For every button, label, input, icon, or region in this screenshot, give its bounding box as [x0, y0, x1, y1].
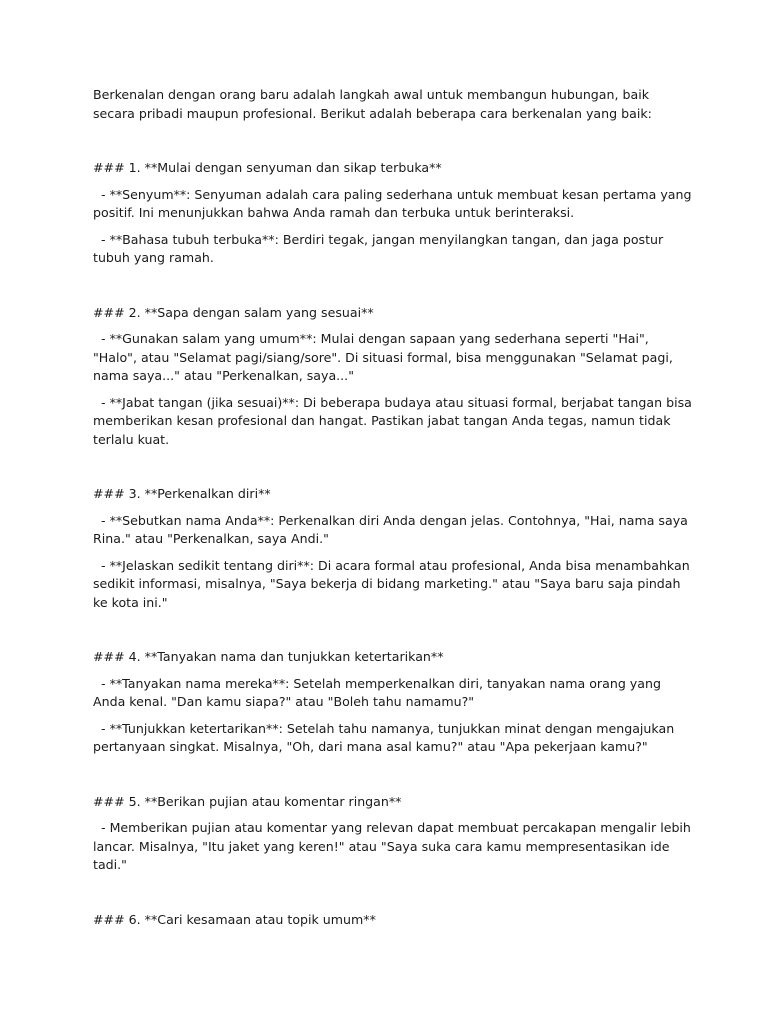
bullet-item: - Memberikan pujian atau komentar yang relevan dapat membuat percakapan mengalir lebih lancar. Misalnya, "Itu jaket yang keren!" atau "Saya suka cara kamu mempresentasikan ide tadi." — [93, 820, 695, 872]
section-5 — [93, 793, 693, 875]
section-heading: ### 5. **Berikan pujian atau komentar ringan** — [93, 793, 402, 809]
section-4 — [93, 648, 693, 757]
section-heading: ### 3. **Perkenalkan diri** — [93, 486, 271, 501]
intro-paragraph: Berkenalan dengan orang baru adalah langkah awal untuk membangun hubungan, baik secara pribadi maupun profesional. Berikut adalah beberapa cara berkenalan yang baik: — [93, 87, 652, 121]
section-heading: ### 4. **Tanyakan nama dan tunjukkan ketertarikan** — [93, 649, 444, 664]
bullet-item: - **Jabat tangan (jika sesuai)**: Di beberapa budaya atau situasi formal, berjabat tangan bisa memberikan kesan profesional dan hangat. Pastikan jabat tangan Anda tegas, namun tidak terlalu kuat. — [93, 394, 696, 447]
section-heading: ### 2. **Sapa dengan salam yang sesuai** — [93, 304, 374, 320]
document-page — [93, 86, 696, 929]
bullet-item: - **Tanyakan nama mereka**: Setelah memperkenalkan diri, tanyakan nama orang yang Anda kenal. "Dan kamu siapa?" atau "Boleh tahu namamu?" — [93, 675, 665, 709]
bullet-item: - **Jelaskan sedikit tentang diri**: Di acara formal atau profesional, Anda bisa menambahkan sedikit informasi, misalnya, "Saya bekerja di bidang marketing." atau "Saya baru saja pindah ke kota ini." — [93, 557, 694, 610]
section-heading: ### 1. **Mulai dengan senyuman dan sikap terbuka** — [93, 160, 442, 175]
bullet-item: - **Bahasa tubuh terbuka**: Berdiri tegak, jangan menyilangkan tangan, dan jaga postur tubuh yang ramah. — [93, 231, 668, 265]
bullet-item: - **Gunakan salam yang umum**: Mulai dengan sapaan yang sederhana seperti "Hai", "Halo", atau "Selamat pagi/siang/sore". Di situasi formal, bisa menggunakan "Selamat pagi, nama saya..." atau "Perkenalkan, saya..." — [93, 331, 677, 383]
section-3 — [93, 485, 693, 612]
bullet-item: - **Sebutkan nama Anda**: Perkenalkan diri Anda dengan jelas. Contohnya, "Hai, nama saya Rina." atau "Perkenalkan, saya Andi." — [93, 512, 692, 546]
bullet-item: - **Senyum**: Senyuman adalah cara paling sederhana untuk membuat kesan pertama yang positif. Ini menunjukkan bahwa Anda ramah dan terbuka untuk berinteraksi. — [93, 186, 696, 220]
section-heading: ### 6. **Cari kesamaan atau topik umum** — [93, 911, 376, 927]
section-6 — [93, 911, 693, 930]
bullet-item: - **Tunjukkan ketertarikan**: Setelah tahu namanya, tunjukkan minat dengan mengajukan pertanyaan singkat. Misalnya, "Oh, dari mana asal kamu?" atau "Apa pekerjaan kamu?" — [93, 720, 679, 754]
section-2 — [93, 304, 696, 450]
section-1 — [93, 159, 696, 268]
